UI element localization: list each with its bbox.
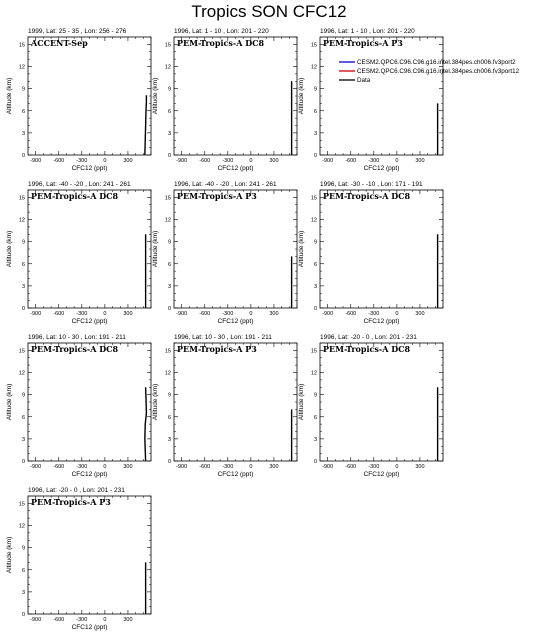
- panel-info: 1996, Lat: -40 - -20 , Lon: 241 - 261: [174, 181, 277, 188]
- x-tick-label: 0: [103, 617, 107, 623]
- legend-label: CESM2.QPC6.C96.C96.g16.intel.384pes.ch006.fv3port12: [357, 68, 520, 76]
- y-tick-label: 3: [313, 283, 317, 290]
- y-axis-label: Altitude (km): [152, 230, 159, 268]
- x-tick-label: 300: [269, 311, 279, 317]
- x-axis-label: CFC12 (ppt): [71, 165, 108, 172]
- y-tick-label: 6: [21, 261, 25, 268]
- y-tick-label: 15: [310, 348, 317, 355]
- x-tick-label: 0: [249, 311, 253, 317]
- plot-panel: [152, 28, 297, 172]
- y-tick-label: 3: [313, 436, 317, 443]
- x-axis-label: CFC12 (ppt): [71, 471, 108, 478]
- y-tick-label: 9: [21, 392, 25, 399]
- x-tick-label: -900: [30, 617, 42, 623]
- y-tick-label: 12: [18, 217, 25, 224]
- y-tick-label: 9: [21, 239, 25, 246]
- plot-frame: [28, 496, 151, 614]
- panel-info: 1996, Lat: -30 - -10 , Lon: 171 - 191: [320, 181, 423, 188]
- panel-info: 1996, Lat: 10 - 30 , Lon: 191 - 211: [174, 334, 272, 341]
- y-tick-label: 3: [313, 130, 317, 137]
- y-tick-label: 6: [313, 414, 317, 421]
- y-tick-label: 3: [21, 130, 25, 137]
- x-tick-label: -900: [322, 311, 334, 317]
- x-tick-label: -300: [76, 464, 88, 470]
- x-axis-label: CFC12 (ppt): [217, 165, 254, 172]
- y-axis-label: Altitude (km): [6, 77, 13, 115]
- plot-frame: [28, 190, 151, 308]
- x-tick-label: -300: [368, 464, 380, 470]
- campaign-label: PEM-Tropics-A P3: [177, 191, 257, 201]
- y-tick-label: 0: [21, 612, 25, 618]
- x-tick-label: -300: [368, 158, 380, 164]
- x-tick-label: -900: [176, 464, 188, 470]
- campaign-label: PEM-Tropics-A DC8: [31, 191, 119, 201]
- y-axis-label: Altitude (km): [298, 77, 305, 115]
- y-tick-label: 15: [310, 42, 317, 49]
- y-tick-label: 0: [21, 459, 25, 465]
- y-tick-label: 3: [21, 436, 25, 443]
- y-tick-label: 6: [21, 414, 25, 421]
- y-tick-label: 15: [18, 348, 25, 355]
- x-tick-label: -300: [222, 464, 234, 470]
- y-tick-label: 6: [167, 414, 171, 421]
- y-tick-label: 12: [164, 217, 171, 224]
- plot-panel: [298, 334, 443, 478]
- panel-info: 1999, Lat: 25 - 35 , Lon: 256 - 276: [28, 28, 127, 35]
- panel-info: 1996, Lat: -20 - 0 , Lon: 201 - 231: [28, 487, 125, 494]
- legend-label: Data: [357, 77, 371, 85]
- y-tick-label: 9: [167, 392, 171, 399]
- x-tick-label: 0: [249, 158, 253, 164]
- y-tick-label: 3: [21, 283, 25, 290]
- x-tick-label: 300: [123, 617, 133, 623]
- plot-panel: [6, 28, 151, 172]
- x-tick-label: -900: [322, 464, 334, 470]
- x-tick-label: -600: [53, 158, 65, 164]
- x-tick-label: -300: [222, 311, 234, 317]
- x-tick-label: -300: [76, 158, 88, 164]
- x-tick-label: -600: [53, 617, 65, 623]
- y-tick-label: 12: [18, 523, 25, 530]
- x-tick-label: -900: [30, 311, 42, 317]
- y-axis-label: Altitude (km): [152, 77, 159, 115]
- panel-info: 1996, Lat: 1 - 10 , Lon: 201 - 220: [320, 28, 415, 35]
- x-tick-label: 300: [269, 158, 279, 164]
- plot-frame: [320, 343, 443, 461]
- x-tick-label: -600: [199, 158, 211, 164]
- plot-frame: [320, 190, 443, 308]
- x-tick-label: -900: [30, 158, 42, 164]
- plot-panel: [152, 181, 297, 325]
- y-tick-label: 0: [313, 153, 317, 159]
- panel-info: 1996, Lat: 10 - 30 , Lon: 191 - 211: [28, 334, 126, 341]
- panel-info: 1996, Lat: 1 - 10 , Lon: 201 - 220: [174, 28, 269, 35]
- campaign-label: PEM-Tropics-A P3: [177, 344, 257, 354]
- x-tick-label: 0: [395, 464, 399, 470]
- data-series-line: [145, 387, 147, 461]
- y-tick-label: 12: [310, 64, 317, 71]
- x-tick-label: -900: [322, 158, 334, 164]
- plot-panel: [152, 334, 297, 478]
- x-tick-label: -900: [176, 158, 188, 164]
- y-tick-label: 0: [313, 459, 317, 465]
- y-tick-label: 6: [21, 108, 25, 115]
- y-tick-label: 15: [164, 42, 171, 49]
- y-tick-label: 12: [310, 370, 317, 377]
- y-tick-label: 3: [167, 283, 171, 290]
- campaign-label: PEM-Tropics-A DC8: [31, 344, 119, 354]
- plot-panel: [6, 487, 151, 631]
- y-tick-label: 0: [167, 459, 171, 465]
- y-axis-label: Altitude (km): [298, 383, 305, 421]
- y-tick-label: 15: [18, 42, 25, 49]
- x-tick-label: 300: [415, 311, 425, 317]
- x-tick-label: -300: [76, 617, 88, 623]
- x-tick-label: 300: [415, 158, 425, 164]
- y-tick-label: 3: [167, 436, 171, 443]
- y-tick-label: 0: [167, 306, 171, 312]
- campaign-label: PEM-Tropics-A P3: [31, 497, 111, 507]
- x-tick-label: -600: [345, 158, 357, 164]
- legend-label: CESM2.QPC6.C96.C96.g16.intel.384pes.ch006.fv3port2: [357, 59, 516, 67]
- y-axis-label: Altitude (km): [298, 230, 305, 268]
- x-tick-label: 0: [395, 158, 399, 164]
- x-tick-label: 0: [103, 464, 107, 470]
- plot-frame: [28, 37, 151, 155]
- x-tick-label: -600: [345, 311, 357, 317]
- y-tick-label: 15: [18, 195, 25, 202]
- x-axis-label: CFC12 (ppt): [363, 318, 400, 325]
- data-series-line: [145, 95, 147, 155]
- y-tick-label: 6: [313, 261, 317, 268]
- y-tick-label: 6: [313, 108, 317, 115]
- plot-frame: [174, 190, 297, 308]
- x-tick-label: -600: [53, 464, 65, 470]
- plot-frame: [174, 343, 297, 461]
- y-tick-label: 9: [21, 86, 25, 93]
- x-axis-label: CFC12 (ppt): [363, 165, 400, 172]
- y-tick-label: 12: [164, 370, 171, 377]
- y-axis-label: Altitude (km): [6, 383, 13, 421]
- legend: [339, 59, 520, 84]
- x-tick-label: -300: [222, 158, 234, 164]
- y-tick-label: 15: [18, 501, 25, 508]
- campaign-label: PEM-Tropics-A DC8: [177, 38, 265, 48]
- y-tick-label: 15: [164, 348, 171, 355]
- y-tick-label: 12: [164, 64, 171, 71]
- y-tick-label: 15: [164, 195, 171, 202]
- y-tick-label: 15: [310, 195, 317, 202]
- x-tick-label: -900: [176, 311, 188, 317]
- y-tick-label: 12: [18, 370, 25, 377]
- y-tick-label: 6: [167, 108, 171, 115]
- y-tick-label: 9: [167, 239, 171, 246]
- x-tick-label: -600: [199, 311, 211, 317]
- campaign-label: PEM-Tropics-A P3: [323, 38, 403, 48]
- y-tick-label: 12: [18, 64, 25, 71]
- y-tick-label: 0: [21, 153, 25, 159]
- y-tick-label: 6: [167, 261, 171, 268]
- y-tick-label: 9: [167, 86, 171, 93]
- x-tick-label: 300: [269, 464, 279, 470]
- x-tick-label: 300: [123, 311, 133, 317]
- x-axis-label: CFC12 (ppt): [71, 624, 108, 631]
- panel-info: 1996, Lat: -20 - 0 , Lon: 201 - 231: [320, 334, 417, 341]
- y-tick-label: 12: [310, 217, 317, 224]
- plot-frame: [174, 37, 297, 155]
- panel-info: 1996, Lat: -40 - -20 , Lon: 241 - 261: [28, 181, 131, 188]
- y-tick-label: 6: [21, 567, 25, 574]
- x-tick-label: -600: [199, 464, 211, 470]
- x-tick-label: 0: [395, 311, 399, 317]
- x-tick-label: -600: [345, 464, 357, 470]
- x-tick-label: 0: [103, 158, 107, 164]
- x-axis-label: CFC12 (ppt): [217, 318, 254, 325]
- x-tick-label: -300: [368, 311, 380, 317]
- campaign-label: PEM-Tropics-A DC8: [323, 191, 411, 201]
- x-tick-label: 0: [103, 311, 107, 317]
- plot-panel: [6, 181, 151, 325]
- plot-frame: [28, 343, 151, 461]
- plot-panel: [6, 334, 151, 478]
- plot-panel: [298, 28, 443, 172]
- y-tick-label: 9: [313, 239, 317, 246]
- y-tick-label: 0: [21, 306, 25, 312]
- page-title: Tropics SON CFC12: [191, 2, 347, 21]
- y-axis-label: Altitude (km): [152, 383, 159, 421]
- x-tick-label: -600: [53, 311, 65, 317]
- y-axis-label: Altitude (km): [6, 230, 13, 268]
- campaign-label: PEM-Tropics-A DC8: [323, 344, 411, 354]
- x-axis-label: CFC12 (ppt): [217, 471, 254, 478]
- y-tick-label: 9: [313, 86, 317, 93]
- y-tick-label: 0: [313, 306, 317, 312]
- y-tick-label: 9: [21, 545, 25, 552]
- x-axis-label: CFC12 (ppt): [71, 318, 108, 325]
- x-axis-label: CFC12 (ppt): [363, 471, 400, 478]
- y-tick-label: 0: [167, 153, 171, 159]
- x-tick-label: -900: [30, 464, 42, 470]
- x-tick-label: 300: [123, 464, 133, 470]
- x-tick-label: -300: [76, 311, 88, 317]
- y-tick-label: 9: [313, 392, 317, 399]
- x-tick-label: 300: [123, 158, 133, 164]
- plot-frame: [320, 37, 443, 155]
- y-axis-label: Altitude (km): [6, 536, 13, 574]
- y-tick-label: 3: [21, 589, 25, 596]
- campaign-label: ACCENT-Sep: [31, 38, 88, 48]
- plot-panel: [298, 181, 443, 325]
- x-tick-label: 0: [249, 464, 253, 470]
- y-tick-label: 3: [167, 130, 171, 137]
- x-tick-label: 300: [415, 464, 425, 470]
